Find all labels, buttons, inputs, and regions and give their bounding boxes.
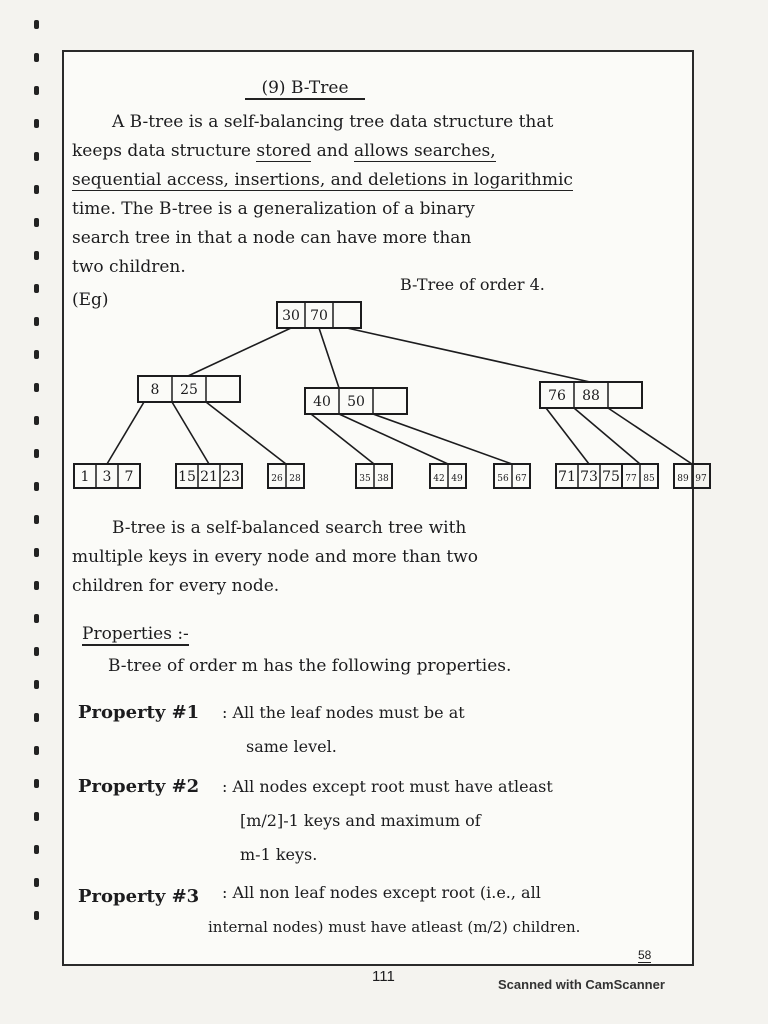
definition-line: search tree in that a node can have more than xyxy=(72,228,472,248)
property-3-label: Property #3 xyxy=(78,886,200,907)
internal-node-1-key: 25 xyxy=(180,382,198,398)
internal-node-3-key: 88 xyxy=(582,388,600,404)
leaf-node-2-key: 21 xyxy=(200,469,218,485)
definition-line: time. The B-tree is a generalization of a binary xyxy=(72,199,475,219)
summary-paragraph xyxy=(72,514,672,601)
child-edge xyxy=(574,408,640,464)
leaf-node-7-key: 75 xyxy=(602,469,620,485)
scanner-watermark: Scanned with CamScanner xyxy=(498,977,665,992)
definition-line: keeps data structure stored and allows searches, xyxy=(72,141,496,161)
child-edge xyxy=(206,402,286,464)
example-caption: B-Tree of order 4. xyxy=(400,275,545,294)
property-3-text: : All non leaf nodes except root (i.e., all internal nodes) must have atleast (m/2) children. xyxy=(208,883,581,936)
property-1-label: Property #1 xyxy=(78,702,200,723)
definition-line: A B-tree is a self-balancing tree data structure that xyxy=(112,112,554,132)
root-edge xyxy=(347,328,590,382)
child-edge xyxy=(311,414,374,464)
property-1-text: : All the leaf nodes must be at same level. xyxy=(222,703,465,756)
child-edge xyxy=(546,408,589,464)
definition-line: sequential access, insertions, and deletions in logarithmic xyxy=(72,170,573,190)
example-label: (Eg) xyxy=(72,290,109,310)
internal-node-2-key: 40 xyxy=(313,394,331,410)
corner-page-number: 58 xyxy=(638,948,652,962)
leaf-node-4-key: 38 xyxy=(377,474,389,484)
leaf-node-2-key: 23 xyxy=(222,469,240,485)
internal-node-3-key: 76 xyxy=(548,388,566,404)
properties-intro: B-tree of order m has the following properties. xyxy=(108,656,512,676)
leaf-node-3-key: 26 xyxy=(271,474,283,484)
leaf-node-1-key: 7 xyxy=(124,469,134,485)
summary-line: multiple keys in every node and more than two xyxy=(72,547,479,567)
internal-node-1-key: 8 xyxy=(150,382,160,398)
root-edge xyxy=(188,328,291,376)
child-edge xyxy=(608,408,692,464)
leaf-node-9-key: 97 xyxy=(695,474,707,484)
root-node-key: 30 xyxy=(282,308,300,324)
property-2-label: Property #2 xyxy=(78,776,200,797)
child-edge xyxy=(107,402,144,464)
internal-node-2-key: 50 xyxy=(347,394,365,410)
section-heading: (9) B-Tree xyxy=(245,78,365,100)
root-edge xyxy=(319,328,339,388)
leaf-node-1-key: 1 xyxy=(80,469,90,485)
root-node-key: 70 xyxy=(310,308,328,324)
definition-line: two children. xyxy=(72,257,186,277)
page-number: 111 xyxy=(372,968,395,985)
leaf-node-3-key: 28 xyxy=(289,474,301,484)
property-2-text: : All nodes except root must have atleast [m/2]-1 keys and maximum of m-1 keys. xyxy=(222,777,553,864)
properties-title: Properties :- xyxy=(82,624,189,644)
leaf-node-6-key: 67 xyxy=(515,474,527,484)
leaf-node-7-key: 71 xyxy=(558,469,576,485)
child-edge xyxy=(172,402,209,464)
leaf-node-8-key: 77 xyxy=(625,474,637,484)
summary-line: B-tree is a self-balanced search tree with xyxy=(112,518,467,538)
leaf-node-5-key: 49 xyxy=(451,474,463,484)
leaf-node-8-key: 85 xyxy=(643,474,655,484)
leaf-node-6-key: 56 xyxy=(497,474,509,484)
leaf-node-4-key: 35 xyxy=(359,474,371,484)
summary-line: children for every node. xyxy=(72,576,280,596)
leaf-node-9-key: 89 xyxy=(677,474,689,484)
leaf-node-2-key: 15 xyxy=(178,469,196,485)
leaf-node-7-key: 73 xyxy=(580,469,598,485)
leaf-node-5-key: 42 xyxy=(433,474,445,484)
leaf-node-1-key: 3 xyxy=(102,469,112,485)
